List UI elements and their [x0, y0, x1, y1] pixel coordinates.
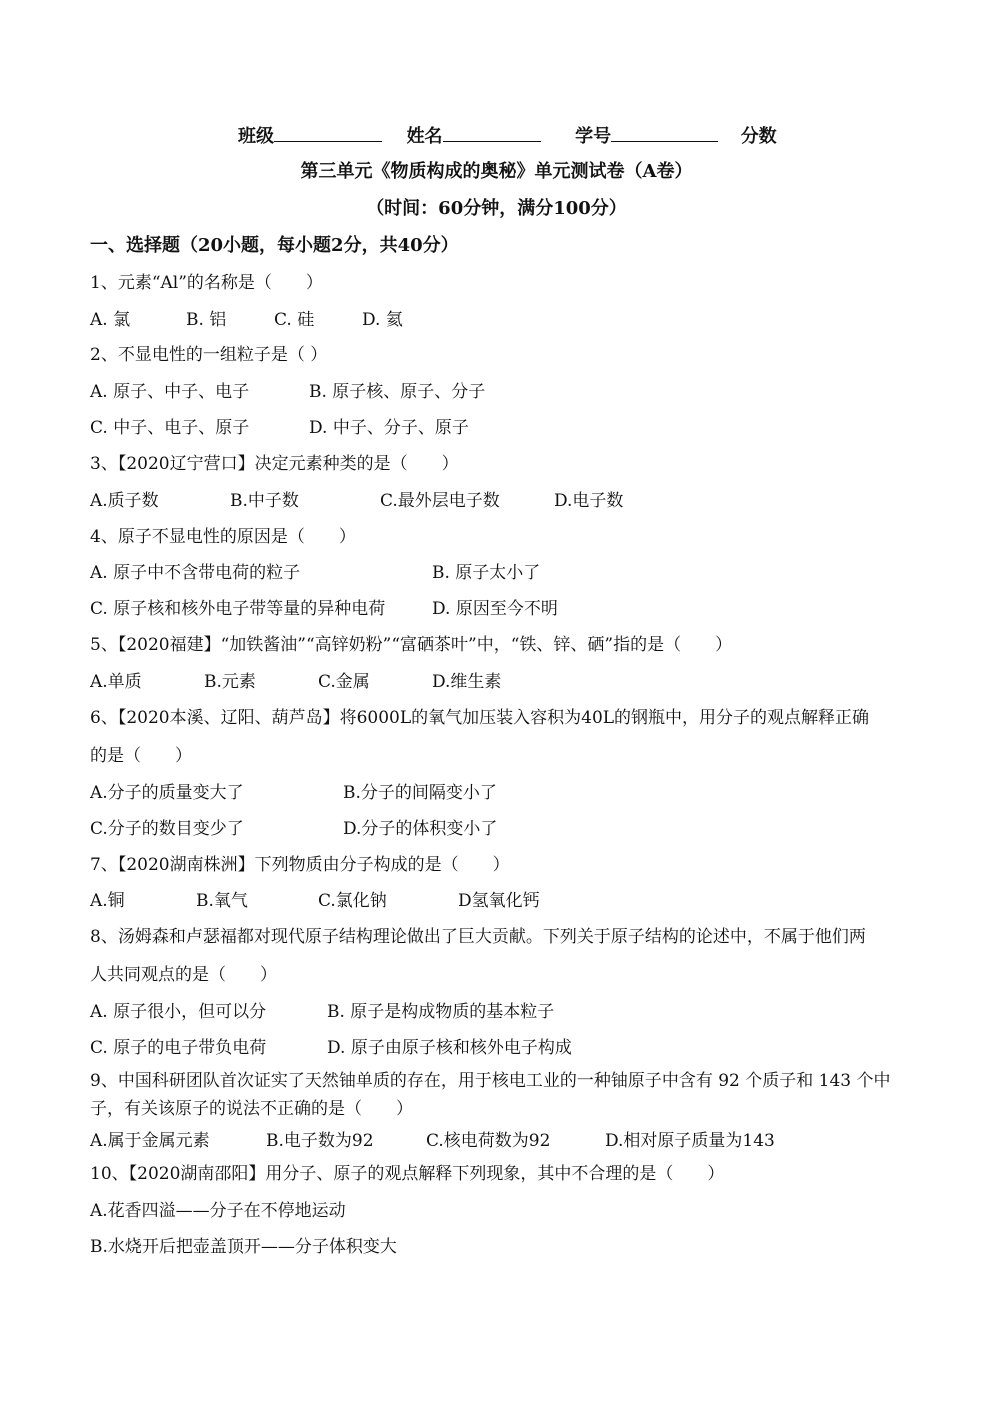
option: D.分子的体积变小了 — [343, 819, 498, 839]
option: B.电子数为92 — [266, 1131, 374, 1151]
question-stem: 2、不显电性的一组粒子是（ ） — [90, 345, 328, 365]
student-id-label: 学号 — [575, 126, 612, 147]
question-stem-continued: 人共同观点的是（ ） — [90, 965, 277, 985]
option: C. 中子、电子、原子 — [90, 418, 250, 438]
option: B. 铝 — [186, 310, 227, 330]
name-blank — [443, 123, 541, 142]
question-stem: 9、中国科研团队首次证实了天然铀单质的存在，用于核电工业的一种铀原子中含有 92 个质子和 143 个中 — [90, 1071, 891, 1091]
option: A.单质 — [90, 672, 142, 692]
option: B. 原子太小了 — [432, 563, 541, 583]
option: A. 原子、中子、电子 — [90, 382, 250, 402]
option: B.水烧开后把壶盖顶开——分子体积变大 — [90, 1237, 397, 1257]
option: C.核电荷数为92 — [426, 1131, 551, 1151]
option: A.花香四溢——分子在不停地运动 — [90, 1201, 346, 1221]
option: B.中子数 — [230, 491, 299, 511]
score-label: 分数 — [740, 126, 777, 147]
name-label: 姓名 — [406, 126, 443, 147]
exam-subtitle: （时间：60分钟，满分100分） — [366, 198, 627, 219]
option: D. 中子、分子、原子 — [309, 418, 469, 438]
option: D.电子数 — [554, 491, 624, 511]
option: A.属于金属元素 — [90, 1131, 210, 1151]
option: B. 原子核、原子、分子 — [309, 382, 486, 402]
option: D. 原子由原子核和核外电子构成 — [327, 1038, 572, 1058]
option: C. 原子的电子带负电荷 — [90, 1038, 267, 1058]
question-stem: 6、【2020本溪、辽阳、葫芦岛】将6000L的氧气加压装入容积为40L的钢瓶中，用分子的观点解释正确 — [90, 708, 870, 728]
question-stem: 10、【2020湖南邵阳】用分子、原子的观点解释下列现象，其中不合理的是（ ） — [90, 1164, 725, 1184]
question-stem: 1、元素“Al”的名称是（ ） — [90, 273, 323, 293]
option: A.分子的质量变大了 — [90, 783, 244, 803]
option: B. 原子是构成物质的基本粒子 — [327, 1002, 555, 1022]
option: C.分子的数目变少了 — [90, 819, 244, 839]
option: C. 硅 — [274, 310, 315, 330]
option: D. 氦 — [362, 310, 403, 330]
class-blank — [274, 123, 382, 142]
question-stem: 8、汤姆森和卢瑟福都对现代原子结构理论做出了巨大贡献。下列关于原子结构的论述中，不属于他们两 — [90, 927, 866, 947]
option: A. 氯 — [90, 310, 131, 330]
option: D氢氧化钙 — [458, 891, 540, 911]
option: D.相对原子质量为143 — [605, 1131, 775, 1151]
student-info-row — [238, 122, 777, 148]
option: C. 原子核和核外电子带等量的异种电荷 — [90, 599, 386, 619]
option: C.氯化钠 — [318, 891, 387, 911]
option: D.维生素 — [432, 672, 502, 692]
option: A.质子数 — [90, 491, 159, 511]
option: A. 原子中不含带电荷的粒子 — [90, 563, 301, 583]
question-stem-continued: 子，有关该原子的说法不正确的是（ ） — [90, 1099, 413, 1119]
question-stem-continued: 的是（ ） — [90, 746, 192, 766]
option: B.氧气 — [196, 891, 248, 911]
option: B.分子的间隔变小了 — [343, 783, 497, 803]
question-stem: 4、原子不显电性的原因是（ ） — [90, 527, 356, 547]
section-heading: 一、选择题（20小题，每小题2分，共40分） — [90, 235, 459, 256]
question-stem: 5、【2020福建】“加铁酱油”“高锌奶粉”“富硒茶叶”中，“铁、锌、硒”指的是（ ） — [90, 635, 733, 655]
option: C.最外层电子数 — [380, 491, 500, 511]
class-label: 班级 — [238, 126, 274, 147]
option: A. 原子很小，但可以分 — [90, 1002, 267, 1022]
question-stem: 7、【2020湖南株洲】下列物质由分子构成的是（ ） — [90, 855, 510, 875]
option: B.元素 — [204, 672, 256, 692]
exam-title: 第三单元《物质构成的奥秘》单元测试卷（A卷） — [300, 161, 693, 182]
student-id-blank — [611, 123, 718, 142]
question-stem: 3、【2020辽宁营口】决定元素种类的是（ ） — [90, 454, 459, 474]
option: C.金属 — [318, 672, 370, 692]
option: D. 原因至今不明 — [432, 599, 558, 619]
option: A.铜 — [90, 891, 125, 911]
